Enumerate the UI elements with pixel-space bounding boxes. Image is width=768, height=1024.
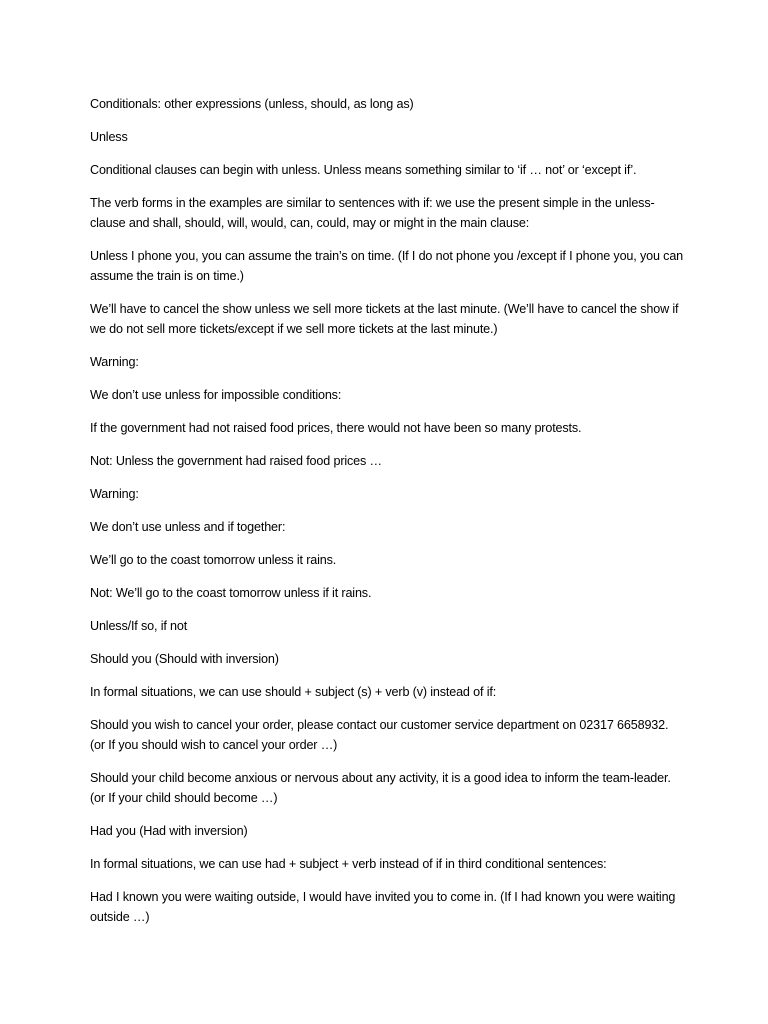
example-sentence: Unless I phone you, you can assume the train’s on time. (If I do not phone you /except if I phone you, you can assume the train is on time.) — [90, 249, 684, 283]
warning-heading: Warning: — [90, 487, 139, 501]
section-heading-had-you: Had you (Had with inversion) — [90, 824, 248, 838]
example-sentence: Had I known you were waiting outside, I would have invited you to come in. (If I had known you were waiting outside …) — [90, 890, 676, 924]
example-sentence: Not: Unless the government had raised food prices … — [90, 454, 382, 468]
body-paragraph: In formal situations, we can use should + subject (s) + verb (v) instead of if: — [90, 685, 497, 699]
body-paragraph: We don’t use unless for impossible conditions: — [90, 388, 342, 402]
example-sentence: Not: We’ll go to the coast tomorrow unless if it rains. — [90, 586, 372, 600]
section-heading-unless-if-so: Unless/If so, if not — [90, 619, 188, 633]
example-sentence: Should your child become anxious or nervous about any activity, it is a good idea to inform the team-leader. (or If your child should become …) — [90, 771, 671, 805]
body-paragraph: In formal situations, we can use had + subject + verb instead of if in third conditional sentences: — [90, 857, 607, 871]
body-paragraph: The verb forms in the examples are similar to sentences with if: we use the present simple in the unless-clause and shall, should, will, would, can, could, may or might in the main clause: — [90, 196, 655, 230]
body-paragraph: Conditional clauses can begin with unless. Unless means something similar to ‘if … not’ or ‘except if’. — [90, 163, 637, 177]
example-sentence: We’ll have to cancel the show unless we sell more tickets at the last minute. (We’ll have to cancel the show if we do not sell more tickets/except if we sell more tickets at the last minute.) — [90, 302, 679, 336]
example-sentence: If the government had not raised food prices, there would not have been so many protests. — [90, 421, 582, 435]
warning-heading: Warning: — [90, 355, 139, 369]
document-title: Conditionals: other expressions (unless, should, as long as) — [90, 97, 414, 111]
section-heading-unless: Unless — [90, 130, 128, 144]
section-heading-should-you: Should you (Should with inversion) — [90, 652, 279, 666]
body-paragraph: We don’t use unless and if together: — [90, 520, 286, 534]
example-sentence: Should you wish to cancel your order, please contact our customer service department on 02317 6658932. (or If you should wish to cancel your order …) — [90, 718, 669, 752]
example-sentence: We’ll go to the coast tomorrow unless it rains. — [90, 553, 337, 567]
